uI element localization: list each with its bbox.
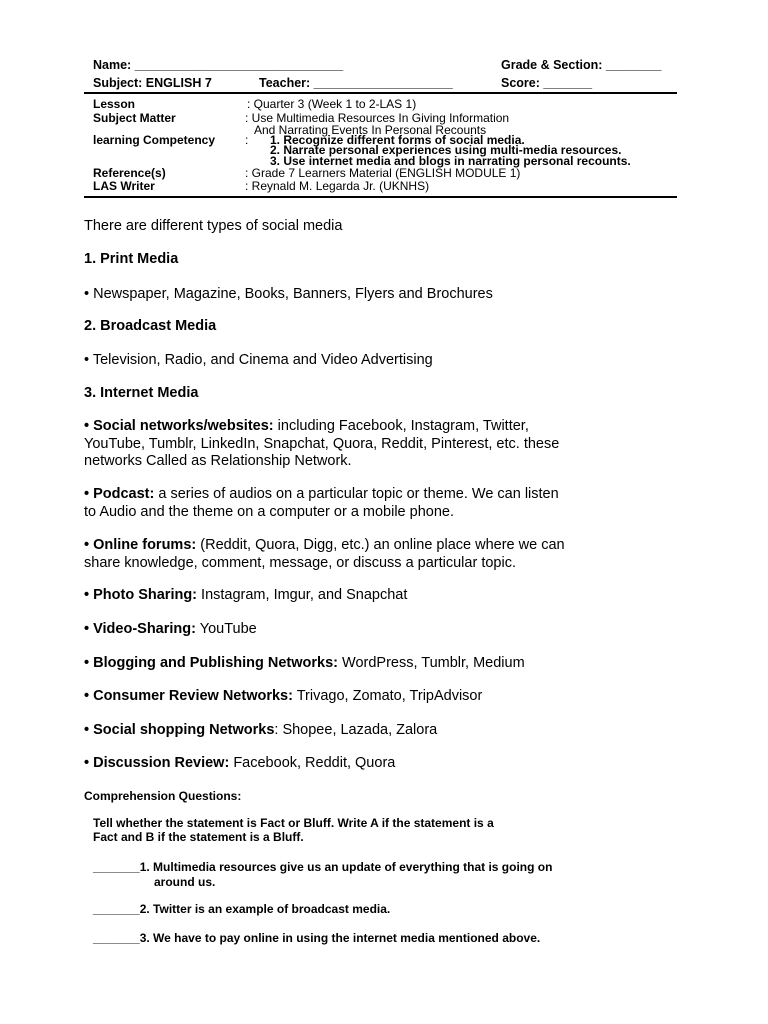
instruction-line-1: Tell whether the statement is Fact or Bluff. Write A if the statement is a xyxy=(93,816,494,830)
discussion-review-item xyxy=(84,755,684,773)
internet-media-heading: 3. Internet Media xyxy=(84,385,199,401)
question-3[interactable]: _______3. We have to pay online in using the internet media mentioned above. xyxy=(93,931,541,945)
consumer-review-text: Trivago, Zomato, TripAdvisor xyxy=(292,688,483,704)
social-shopping-item xyxy=(84,722,684,740)
name-field[interactable]: Name: ______________________________ xyxy=(93,58,344,72)
competency-item-2: 2. Narrate personal experiences using multi-media resources. xyxy=(270,143,622,157)
blogging-text: WordPress, Tumblr, Medium xyxy=(338,655,525,671)
header-top-rule xyxy=(84,92,677,94)
video-sharing-item xyxy=(84,621,684,639)
broadcast-media-items: • Television, Radio, and Cinema and Video Advertising xyxy=(84,352,433,368)
video-sharing-text: YouTube xyxy=(195,621,257,637)
podcast-item xyxy=(84,486,559,521)
online-forums-item xyxy=(84,537,584,572)
competency-label: learning Competency xyxy=(93,133,216,147)
social-shopping-label: • Social shopping Networks xyxy=(84,722,275,738)
question-1[interactable]: _______1. Multimedia resources give us an update of everything that is going on xyxy=(93,860,553,874)
photo-sharing-label: • Photo Sharing: xyxy=(84,587,198,603)
question-2[interactable]: _______2. Twitter is an example of broadcast media. xyxy=(93,902,391,916)
social-networks-label: • Social networks/websites: xyxy=(84,418,274,434)
question-1-cont: around us. xyxy=(154,875,216,889)
consumer-review-item xyxy=(84,688,684,706)
podcast-label: • Podcast: xyxy=(84,486,155,502)
intro-text: There are different types of social media xyxy=(84,218,343,234)
subject-matter-label: Subject Matter xyxy=(93,111,176,125)
discussion-review-text: Facebook, Reddit, Quora xyxy=(229,755,396,771)
blogging-item xyxy=(84,655,684,673)
competency-item-3: 3. Use internet media and blogs in narrating personal recounts. xyxy=(270,154,631,168)
online-forums-text: (Reddit, Quora, Digg, etc.) an online place where we can share knowledge, comment, message, or discuss a particular topic. xyxy=(84,537,565,571)
photo-sharing-item xyxy=(84,587,684,605)
lesson-value: : Quarter 3 (Week 1 to 2-LAS 1) xyxy=(247,97,417,111)
lesson-label: Lesson xyxy=(93,97,136,111)
subject-label: Subject: ENGLISH 7 xyxy=(93,76,212,90)
instruction-line-2: Fact and B if the statement is a Bluff. xyxy=(93,830,304,844)
video-sharing-label: • Video-Sharing: xyxy=(84,621,196,637)
competency-item-1: 1. Recognize different forms of social media. xyxy=(270,133,525,147)
online-forums-label: • Online forums: xyxy=(84,537,197,553)
photo-sharing-text: Instagram, Imgur, and Snapchat xyxy=(197,587,408,603)
writer-label: LAS Writer xyxy=(93,179,155,193)
score-field[interactable]: Score: _______ xyxy=(501,76,593,90)
subject-matter-value: : Use Multimedia Resources In Giving Information xyxy=(245,111,510,125)
social-shopping-text: : Shopee, Lazada, Zalora xyxy=(274,722,438,738)
header-bottom-rule xyxy=(84,196,677,198)
comprehension-heading: Comprehension Questions: xyxy=(84,789,242,803)
podcast-text: a series of audios on a particular topic or theme. We can listen to Audio and the theme on a computer or a mobile phone. xyxy=(84,486,559,520)
subject-matter-value-cont: And Narrating Events In Personal Recounts xyxy=(254,123,487,137)
broadcast-media-heading: 2. Broadcast Media xyxy=(84,318,217,334)
blogging-label: • Blogging and Publishing Networks: xyxy=(84,655,338,671)
social-networks-item xyxy=(84,418,564,471)
writer-value: : Reynald M. Legarda Jr. (UKNHS) xyxy=(245,179,430,193)
teacher-field[interactable]: Teacher: ____________________ xyxy=(259,76,453,90)
print-media-items: • Newspaper, Magazine, Books, Banners, Flyers and Brochures xyxy=(84,286,493,302)
discussion-review-label: • Discussion Review: xyxy=(84,755,230,771)
references-label: Reference(s) xyxy=(93,166,166,180)
competency-colon: : xyxy=(245,133,249,147)
consumer-review-label: • Consumer Review Networks: xyxy=(84,688,293,704)
print-media-heading: 1. Print Media xyxy=(84,251,179,267)
grade-section-field[interactable]: Grade & Section: ________ xyxy=(501,58,662,72)
references-value: : Grade 7 Learners Material (ENGLISH MODULE 1) xyxy=(245,166,521,180)
social-networks-text: including Facebook, Instagram, Twitter, YouTube, Tumblr, LinkedIn, Snapchat, Quora, Reddit, Pinterest, etc. these networks Called as Relationship Network. xyxy=(84,418,560,469)
